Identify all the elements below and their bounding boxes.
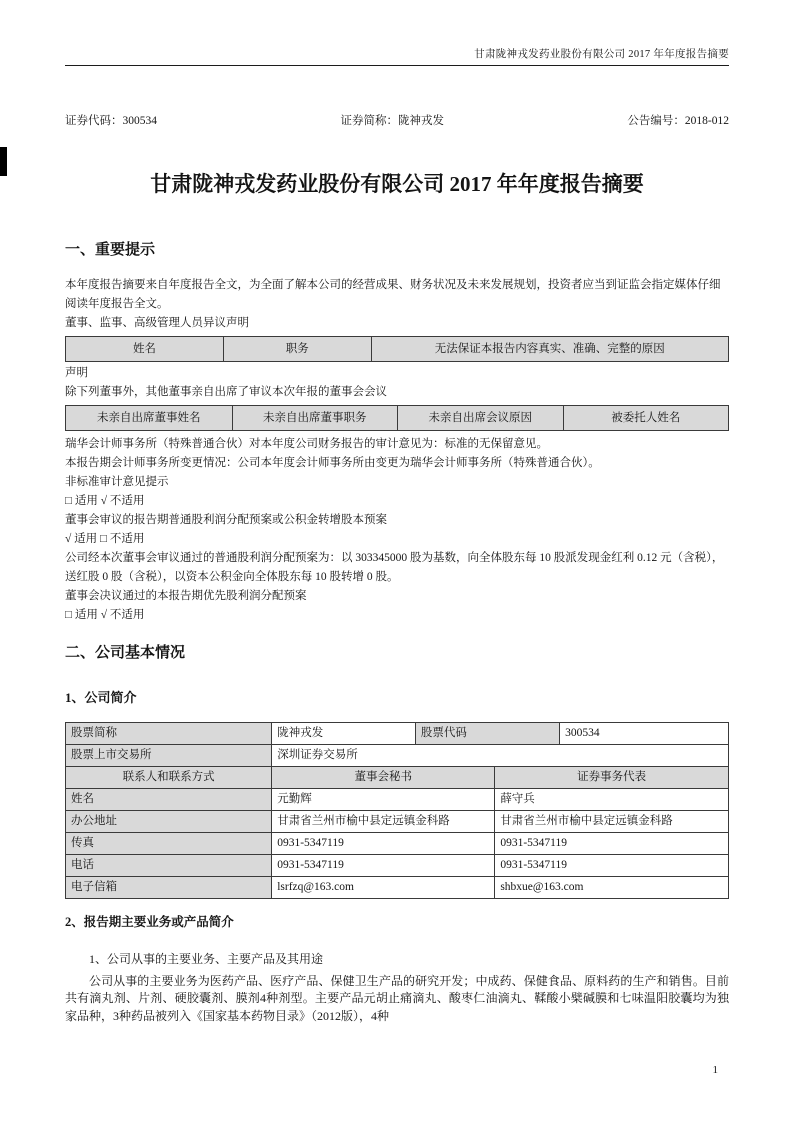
dissent-col-name: 姓名 [66, 337, 223, 361]
preferred-dividend-title: 董事会决议通过的本报告期优先股利润分配预案 [65, 590, 307, 602]
preferred-dividend-choice: □ 适用 √ 不适用 [65, 609, 145, 621]
name-label: 姓名 [66, 788, 271, 810]
non-standard-choice: □ 适用 √ 不适用 [65, 495, 145, 507]
statement-line: 声明 [65, 367, 88, 379]
table-row-fax [66, 832, 728, 854]
document-title: 甘肃陇神戎发药业股份有限公司 2017 年年度报告摘要 [150, 172, 644, 196]
secretary-address: 甘肃省兰州市榆中县定远镇金科路 [271, 810, 494, 832]
business-paragraph: 公司从事的主要业务为医药产品、医疗产品、保健卫生产品的研究开发；中成药、保健食品、原料药的生产和销售。目前共有滴丸剂、片剂、硬胶囊剂、膜剂4种剂型。主要产品元胡止痛滴丸、酸枣仁油滴丸、鞣酸小檗碱膜和七味温阳胶囊均为独家品种，3种药品被列入《国家基本药物目录》（2012版），4种 [65, 973, 729, 1023]
attendance-note: 除下列董事外，其他董事亲自出席了审议本次年报的董事会会议 [65, 386, 387, 398]
stock-abbr: 证券简称：陇神戎发 [340, 115, 444, 127]
absence-col-name: 未亲自出席董事姓名 [66, 406, 232, 430]
stock-code-label: 股票代码 [415, 723, 559, 744]
address-label: 办公地址 [66, 810, 271, 832]
table-row-address [66, 810, 728, 832]
phone-label: 电话 [66, 854, 271, 876]
rep-phone: 0931-5347119 [494, 854, 728, 876]
header-rule [65, 65, 729, 66]
table-header-row [66, 406, 728, 430]
stock-code-value: 300534 [559, 723, 728, 744]
absence-col-position: 未亲自出席董事职务 [232, 406, 398, 430]
rep-name: 薛守兵 [494, 788, 728, 810]
dividend-plan-choice: √ 适用 □ 不适用 [65, 533, 145, 545]
section-1-intro: 本年度报告摘要来自年度报告全文，为全面了解本公司的经营成果、财务状况及未来发展规划，投资者应当到证监会指定媒体仔细阅读年度报告全文。 [65, 279, 721, 310]
stock-abbr-label: 股票简称 [66, 723, 271, 744]
table-row-email [66, 876, 728, 898]
table-row-exchange [66, 744, 728, 766]
company-profile-heading: 1、公司简介 [65, 690, 137, 705]
secretary-fax: 0931-5347119 [271, 832, 494, 854]
business-section-heading: 2、报告期主要业务或产品简介 [65, 915, 234, 929]
absence-col-delegate: 被委托人姓名 [563, 406, 729, 430]
email-label: 电子信箱 [66, 876, 271, 898]
table-row-contact-header [66, 766, 728, 788]
auditor-change-line: 本报告期会计师事务所变更情况：公司本年度会计师事务所由变更为瑞华会计师事务所（特殊普通合伙）。 [65, 457, 600, 469]
absence-table [65, 405, 729, 431]
exchange-value: 深圳证券交易所 [271, 744, 728, 766]
secretary-name: 元勤辉 [271, 788, 494, 810]
table-row-name [66, 788, 728, 810]
stock-info-row [65, 114, 729, 128]
section-2-heading: 二、公司基本情况 [65, 645, 186, 661]
page-number: 1 [712, 1064, 718, 1076]
exchange-label: 股票上市交易所 [66, 744, 271, 766]
table-row-stock [66, 723, 728, 744]
absence-col-reason: 未亲自出席会议原因 [397, 406, 563, 430]
non-standard-title: 非标准审计意见提示 [65, 476, 169, 488]
stock-abbr-value: 陇神戎发 [271, 723, 415, 744]
dissent-table [65, 336, 729, 362]
rep-address: 甘肃省兰州市榆中县定远镇金科路 [494, 810, 728, 832]
audit-opinion-line: 瑞华会计师事务所（特殊普通合伙）对本年度公司财务报告的审计意见为：标准的无保留意见。 [65, 438, 548, 450]
secretary-phone: 0931-5347119 [271, 854, 494, 876]
table-header-row [66, 337, 728, 361]
fax-label: 传真 [66, 832, 271, 854]
section-1-heading: 一、重要提示 [65, 242, 156, 258]
securities-rep-header: 证券事务代表 [494, 766, 728, 788]
secretary-email: lsrfzq@163.com [271, 876, 494, 898]
print-registration-mark [0, 147, 7, 176]
dividend-plan-detail: 公司经本次董事会审议通过的普通股利润分配预案为：以 303345000 股为基数，向全体股东每 10 股派发现金红利 0.12 元（含税），送红股 0 股（含税），以资本公积金向全体股东每 10 股转增 0 股。 [65, 552, 724, 583]
announcement-number: 公告编号：2018-012 [627, 115, 729, 127]
dividend-plan-title: 董事会审议的报告期普通股利润分配预案或公积金转增股本预案 [65, 514, 387, 526]
contact-header-label: 联系人和联系方式 [66, 766, 271, 788]
dissent-statement-title: 董事、监事、高级管理人员异议声明 [65, 317, 249, 329]
board-secretary-header: 董事会秘书 [271, 766, 494, 788]
dissent-col-position: 职务 [223, 337, 371, 361]
running-header: 甘肃陇神戎发药业股份有限公司 2017 年年度报告摘要 [474, 49, 729, 60]
company-profile-table [65, 722, 729, 899]
stock-code: 证券代码：300534 [65, 115, 157, 127]
rep-email: shbxue@163.com [494, 876, 728, 898]
table-row-phone [66, 854, 728, 876]
rep-fax: 0931-5347119 [494, 832, 728, 854]
business-intro-line: 1、公司从事的主要业务、主要产品及其用途 [89, 952, 324, 966]
dissent-col-reason: 无法保证本报告内容真实、准确、完整的原因 [371, 337, 728, 361]
